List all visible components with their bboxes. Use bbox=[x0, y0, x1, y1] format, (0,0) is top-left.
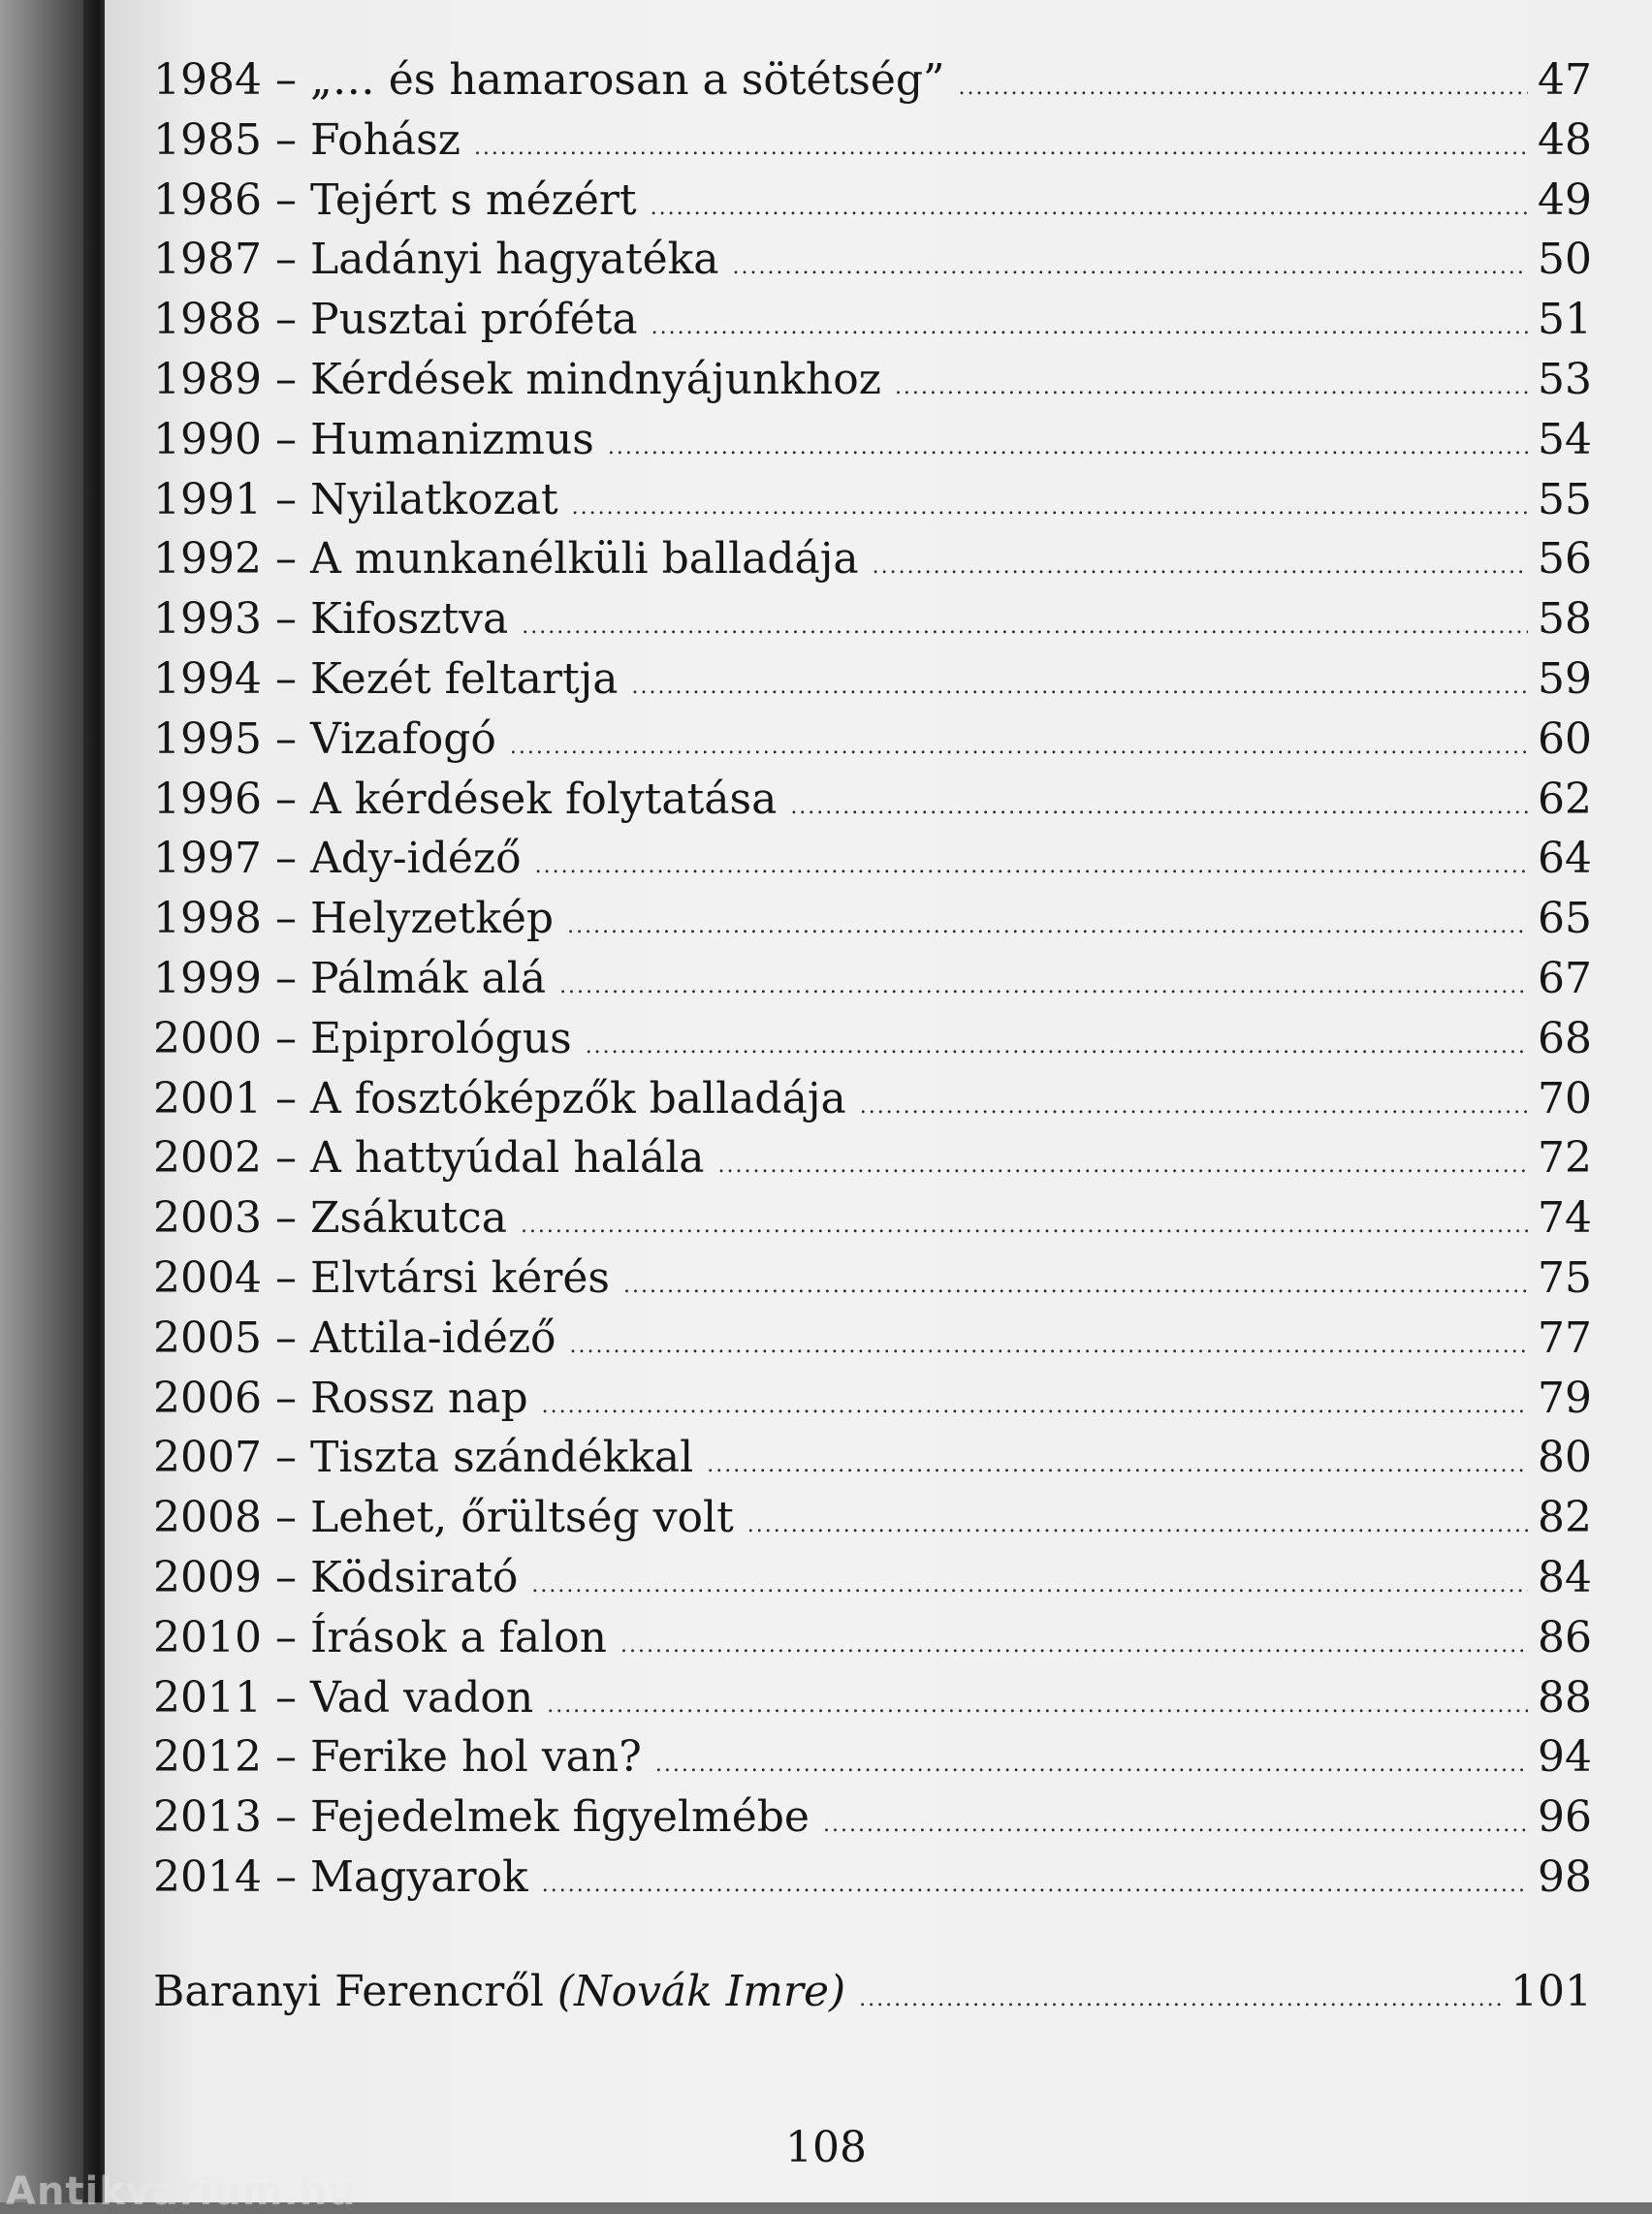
toc-entry bbox=[153, 171, 1592, 231]
toc-entry-page: 86 bbox=[1538, 1612, 1592, 1662]
toc-entry-title bbox=[153, 350, 881, 410]
toc-entry-name: Rossz nap bbox=[309, 1373, 528, 1423]
dot-leader bbox=[632, 657, 1528, 717]
toc-entry-page: 65 bbox=[1538, 894, 1592, 944]
toc-entry-name: Zsákutca bbox=[309, 1193, 507, 1244]
toc-entry-year: 1997 bbox=[153, 834, 262, 884]
toc-entry-separator: – bbox=[274, 114, 297, 165]
dot-leader bbox=[474, 118, 1528, 178]
toc-entry-page: 75 bbox=[1538, 1252, 1592, 1303]
toc-entry bbox=[153, 1428, 1592, 1488]
toc-entry-name: A fosztóképzők balladája bbox=[309, 1073, 846, 1123]
toc-entry bbox=[153, 1608, 1592, 1668]
toc-entry bbox=[153, 230, 1592, 290]
toc-entry-title bbox=[153, 649, 619, 710]
dot-leader bbox=[510, 717, 1528, 777]
toc-entry bbox=[153, 1009, 1592, 1069]
toc-entry-name: Ladányi hagyatéka bbox=[309, 235, 719, 285]
toc-entry bbox=[153, 470, 1592, 530]
toc-entry-separator: – bbox=[274, 295, 297, 345]
dot-leader bbox=[651, 178, 1528, 238]
toc-entry-name: Magyarok bbox=[309, 1851, 528, 1902]
toc-entry-title bbox=[153, 410, 594, 470]
toc-entry-separator: – bbox=[274, 1672, 297, 1723]
toc-entry-separator: – bbox=[274, 1552, 297, 1602]
toc-entry-title bbox=[153, 171, 637, 231]
toc-entry-separator: – bbox=[274, 1373, 297, 1423]
dot-leader bbox=[542, 1376, 1528, 1437]
toc-entry-name: Vad vadon bbox=[309, 1672, 534, 1723]
dot-leader bbox=[572, 478, 1528, 538]
toc-entry-year: 1985 bbox=[153, 114, 262, 165]
toc-entry-title bbox=[153, 1188, 507, 1249]
toc-entry-year: 2011 bbox=[153, 1672, 262, 1723]
watermark: Antikvárium.hu bbox=[6, 2169, 357, 2214]
toc-entry-name: Humanizmus bbox=[309, 414, 594, 464]
toc-entry bbox=[153, 1369, 1592, 1429]
toc-entry-name: Pálmák alá bbox=[309, 953, 547, 1003]
toc-entry-title bbox=[153, 1668, 533, 1728]
dot-leader bbox=[567, 897, 1528, 957]
dot-leader bbox=[620, 1616, 1528, 1676]
toc-entry-page: 47 bbox=[1538, 55, 1592, 105]
dot-leader bbox=[542, 1855, 1528, 1915]
toc-entry-name: A hattyúdal halála bbox=[309, 1133, 705, 1184]
toc-entry-name: Lehet, őrültség volt bbox=[309, 1493, 734, 1543]
toc-entry-title bbox=[153, 1369, 528, 1429]
page-number: 108 bbox=[785, 2123, 867, 2172]
toc-entry bbox=[153, 1727, 1592, 1787]
toc-entry bbox=[153, 949, 1592, 1009]
toc-entry-separator: – bbox=[274, 1433, 297, 1483]
toc-entry-title bbox=[153, 529, 859, 589]
dot-leader bbox=[623, 1256, 1528, 1316]
toc-entry-name: Kérdések mindnyájunkhoz bbox=[309, 354, 881, 404]
bio-author: (Novák Imre) bbox=[556, 1966, 846, 2016]
toc-entry bbox=[153, 350, 1592, 410]
toc-entry-separator: – bbox=[274, 1193, 297, 1244]
toc-entry-page: 94 bbox=[1538, 1732, 1592, 1783]
bio-title: Baranyi Ferencről bbox=[153, 1966, 544, 2016]
toc-entry-title bbox=[153, 1249, 610, 1309]
toc-entry-title bbox=[153, 1128, 705, 1188]
toc-entry-name: Kifosztva bbox=[309, 594, 509, 645]
toc-entry-separator: – bbox=[274, 1013, 297, 1063]
toc-entry-separator: – bbox=[274, 653, 297, 704]
toc-entry-name: Ferike hol van? bbox=[309, 1732, 642, 1783]
toc-entry bbox=[153, 1249, 1592, 1309]
toc-entry-title bbox=[153, 1488, 734, 1548]
toc-entry-separator: – bbox=[274, 1792, 297, 1843]
toc-entry-year: 1988 bbox=[153, 295, 262, 345]
toc-entry-page: 60 bbox=[1538, 713, 1592, 764]
book-spine bbox=[0, 0, 87, 2202]
dot-leader bbox=[586, 1017, 1528, 1077]
toc-entry-year: 1987 bbox=[153, 235, 262, 285]
dot-leader bbox=[733, 237, 1528, 298]
toc-entry-page: 72 bbox=[1538, 1133, 1592, 1184]
dot-leader bbox=[559, 957, 1528, 1017]
toc-entry-page: 88 bbox=[1538, 1672, 1592, 1723]
toc-entry bbox=[153, 410, 1592, 470]
toc-entry-name: Vizafogó bbox=[309, 713, 496, 764]
toc-entry-year: 1991 bbox=[153, 474, 262, 524]
toc-entry bbox=[153, 1128, 1592, 1188]
toc-entry-year: 2001 bbox=[153, 1073, 262, 1123]
toc-entry-page: 59 bbox=[1538, 653, 1592, 704]
dot-leader bbox=[859, 1970, 1501, 2030]
toc-entry-separator: – bbox=[274, 55, 297, 105]
toc-entry-page: 50 bbox=[1538, 235, 1592, 285]
toc-entry-separator: – bbox=[274, 1732, 297, 1783]
toc-entry-name: Ködsirató bbox=[309, 1552, 519, 1602]
toc-entry-name: Attila-idéző bbox=[309, 1313, 556, 1363]
toc-entry-page: 80 bbox=[1538, 1433, 1592, 1483]
toc-entry-year: 2004 bbox=[153, 1252, 262, 1303]
toc-entry-page: 79 bbox=[1538, 1373, 1592, 1423]
toc-bio-entry bbox=[153, 1962, 1592, 2022]
toc-entry-title bbox=[153, 949, 546, 1009]
toc-entry-page: 68 bbox=[1538, 1013, 1592, 1063]
toc-entry-name: Fejedelmek figyelmébe bbox=[309, 1792, 810, 1843]
toc-entry-page: 49 bbox=[1538, 174, 1592, 225]
toc-entry-separator: – bbox=[274, 774, 297, 824]
toc-entry-year: 2007 bbox=[153, 1433, 262, 1483]
dot-leader bbox=[521, 1196, 1528, 1256]
toc-entry-page: 67 bbox=[1538, 953, 1592, 1003]
toc-entry-year: 2005 bbox=[153, 1313, 262, 1363]
dot-leader bbox=[535, 837, 1528, 897]
toc-entry-separator: – bbox=[274, 1493, 297, 1543]
toc-entry-year: 1999 bbox=[153, 953, 262, 1003]
toc-entry-year: 1992 bbox=[153, 534, 262, 585]
toc-entry-name: Ady-idéző bbox=[309, 834, 522, 884]
toc-entry-name: Nyilatkozat bbox=[309, 474, 558, 524]
toc-entry-separator: – bbox=[274, 235, 297, 285]
toc-entry-name: Helyzetkép bbox=[309, 894, 555, 944]
toc-entry bbox=[153, 1548, 1592, 1608]
toc-entry-page: 56 bbox=[1538, 534, 1592, 585]
toc-entries bbox=[153, 50, 1592, 1908]
toc-entry-name: Epiprológus bbox=[309, 1013, 572, 1063]
toc-entry-year: 2014 bbox=[153, 1851, 262, 1902]
toc-entry-page: 74 bbox=[1538, 1193, 1592, 1244]
toc-entry-year: 1993 bbox=[153, 594, 262, 645]
toc-entry-year: 2013 bbox=[153, 1792, 262, 1843]
toc-entry-title bbox=[153, 1069, 846, 1129]
toc-entry-title bbox=[153, 1727, 642, 1787]
dot-leader bbox=[747, 1496, 1528, 1556]
toc-entry-name: A kérdések folytatása bbox=[309, 774, 778, 824]
toc-entry-year: 2009 bbox=[153, 1552, 262, 1602]
toc-entry-year: 2008 bbox=[153, 1493, 262, 1543]
toc-entry-title bbox=[153, 1309, 556, 1369]
toc-entry-name: Pusztai próféta bbox=[309, 295, 638, 345]
dot-leader bbox=[547, 1676, 1528, 1736]
toc-entry-page: 62 bbox=[1538, 774, 1592, 824]
toc-entry-title bbox=[153, 290, 638, 350]
toc-entry-page: 70 bbox=[1538, 1073, 1592, 1123]
toc-entry-title bbox=[153, 889, 554, 949]
toc-entry-title bbox=[153, 1848, 528, 1908]
toc-entry-name: Tiszta szándékkal bbox=[309, 1433, 694, 1483]
toc-entry bbox=[153, 589, 1592, 649]
toc-entry-separator: – bbox=[274, 174, 297, 225]
dot-leader bbox=[655, 1735, 1528, 1795]
toc-entry-title bbox=[153, 829, 522, 889]
toc-entry-year: 1989 bbox=[153, 354, 262, 404]
toc-entry-separator: – bbox=[274, 1612, 297, 1662]
toc-entry-separator: – bbox=[274, 1313, 297, 1363]
toc-entry-year: 1990 bbox=[153, 414, 262, 464]
dot-leader bbox=[531, 1556, 1528, 1616]
dot-leader bbox=[707, 1436, 1528, 1496]
toc-entry-year: 1984 bbox=[153, 55, 262, 105]
toc-entry-year: 2000 bbox=[153, 1013, 262, 1063]
dot-leader bbox=[718, 1136, 1528, 1196]
bio-page-number: 101 bbox=[1510, 1966, 1592, 2016]
dot-leader bbox=[959, 58, 1528, 118]
toc-entry bbox=[153, 1309, 1592, 1369]
toc-entry bbox=[153, 1069, 1592, 1129]
toc-entry-title bbox=[153, 1009, 572, 1069]
toc-entry-name: Fohász bbox=[309, 114, 461, 165]
toc-entry-title bbox=[153, 111, 461, 171]
toc-entry-separator: – bbox=[274, 1252, 297, 1303]
toc-entry bbox=[153, 50, 1592, 111]
dot-leader bbox=[570, 1316, 1528, 1376]
toc-entry-name: A munkanélküli balladája bbox=[309, 534, 859, 585]
toc-entry-separator: – bbox=[274, 1073, 297, 1123]
toc-entry-page: 77 bbox=[1538, 1313, 1592, 1363]
dot-leader bbox=[522, 597, 1528, 657]
toc-entry-title bbox=[153, 230, 719, 290]
toc-entry-year: 2012 bbox=[153, 1732, 262, 1783]
toc-entry bbox=[153, 710, 1592, 770]
toc-entry-page: 98 bbox=[1538, 1851, 1592, 1902]
toc-entry bbox=[153, 1848, 1592, 1908]
toc-entry-name: Kezét feltartja bbox=[309, 653, 619, 704]
toc-entry-page: 58 bbox=[1538, 594, 1592, 645]
toc-entry-name: Írások a falon bbox=[309, 1612, 607, 1662]
toc-entry-name: Tejért s mézért bbox=[309, 174, 637, 225]
toc-entry-year: 2006 bbox=[153, 1373, 262, 1423]
toc-entry-separator: – bbox=[274, 834, 297, 884]
toc-entry-title bbox=[153, 589, 508, 649]
toc-entry bbox=[153, 529, 1592, 589]
toc-entry bbox=[153, 1787, 1592, 1848]
toc-entry-separator: – bbox=[274, 1133, 297, 1184]
toc-entry-page: 51 bbox=[1538, 295, 1592, 345]
toc-entry bbox=[153, 111, 1592, 171]
dot-leader bbox=[895, 358, 1528, 418]
toc-entry-separator: – bbox=[274, 953, 297, 1003]
toc-entry-separator: – bbox=[274, 713, 297, 764]
toc-entry-page: 84 bbox=[1538, 1552, 1592, 1602]
toc-entry-year: 2002 bbox=[153, 1133, 262, 1184]
toc-entry-title bbox=[153, 1428, 693, 1488]
toc-entry bbox=[153, 770, 1592, 830]
dot-leader bbox=[873, 537, 1528, 597]
toc-entry-title bbox=[153, 1787, 810, 1848]
toc-entry-page: 53 bbox=[1538, 354, 1592, 404]
toc-entry-page: 96 bbox=[1538, 1792, 1592, 1843]
toc-entry-page: 54 bbox=[1538, 414, 1592, 464]
toc-entry-year: 2003 bbox=[153, 1193, 262, 1244]
table-of-contents bbox=[153, 50, 1592, 2022]
toc-entry bbox=[153, 290, 1592, 350]
toc-entry-year: 1996 bbox=[153, 774, 262, 824]
toc-entry bbox=[153, 829, 1592, 889]
toc-entry-separator: – bbox=[274, 1851, 297, 1902]
toc-entry-name: Elvtársi kérés bbox=[309, 1252, 610, 1303]
toc-entry-name: „… és hamarosan a sötétség” bbox=[309, 55, 945, 105]
toc-entry-title bbox=[153, 710, 496, 770]
toc-entry-year: 1998 bbox=[153, 894, 262, 944]
dot-leader bbox=[651, 298, 1528, 358]
toc-entry-separator: – bbox=[274, 414, 297, 464]
toc-entry-title bbox=[153, 470, 558, 530]
toc-entry bbox=[153, 1488, 1592, 1548]
toc-entry-year: 1994 bbox=[153, 653, 262, 704]
toc-entry-page: 55 bbox=[1538, 474, 1592, 524]
toc-entry-title bbox=[153, 1608, 607, 1668]
toc-entry bbox=[153, 1668, 1592, 1728]
toc-entry-year: 2010 bbox=[153, 1612, 262, 1662]
toc-entry-separator: – bbox=[274, 894, 297, 944]
toc-entry bbox=[153, 889, 1592, 949]
toc-entry-year: 1986 bbox=[153, 174, 262, 225]
toc-entry-title bbox=[153, 50, 945, 111]
toc-entry-year: 1995 bbox=[153, 713, 262, 764]
dot-leader bbox=[860, 1077, 1528, 1137]
dot-leader bbox=[608, 418, 1528, 478]
dot-leader bbox=[823, 1795, 1528, 1855]
toc-entry-page: 82 bbox=[1538, 1493, 1592, 1543]
toc-entry-page: 64 bbox=[1538, 834, 1592, 884]
toc-entry-separator: – bbox=[274, 354, 297, 404]
toc-entry-title bbox=[153, 770, 777, 830]
toc-bio-title bbox=[153, 1962, 845, 2022]
toc-entry bbox=[153, 649, 1592, 710]
toc-entry-title bbox=[153, 1548, 518, 1608]
toc-entry-separator: – bbox=[274, 474, 297, 524]
toc-entry-separator: – bbox=[274, 534, 297, 585]
toc-entry bbox=[153, 1188, 1592, 1249]
toc-entry-separator: – bbox=[274, 594, 297, 645]
toc-entry-page: 48 bbox=[1538, 114, 1592, 165]
dot-leader bbox=[790, 777, 1528, 838]
